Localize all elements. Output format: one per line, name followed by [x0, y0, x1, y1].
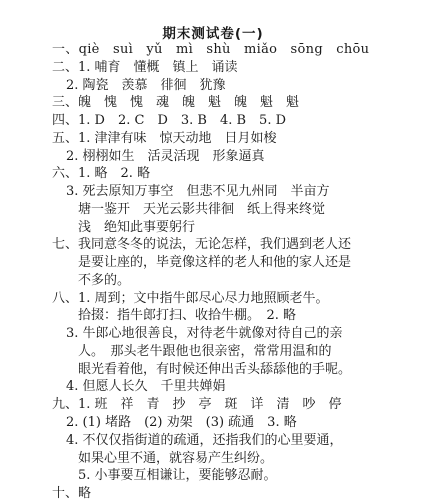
answer-section-1-pinyin: 一、qiè suì yǔ mì shù miǎo sōng chōu	[52, 42, 370, 57]
answer-section-8-line-2: 拾掇：指牛郎打扫、收拾牛棚。 2. 略	[78, 308, 297, 324]
answer-section-7-line-1: 七、我同意冬冬的说法，无论怎样，我们遇到老人还	[52, 237, 352, 253]
answer-section-8-line-6: 4. 但愿人长久 千里共婵娟	[66, 379, 226, 395]
answer-section-8-line-1: 八、1. 周到；文中指牛郎尽心尽力地照顾老牛。	[52, 290, 329, 306]
answer-section-2-line-2: 2. 陶瓷 羡慕 徘徊 犹豫	[66, 77, 226, 93]
answer-section-9-line-1: 九、1. 班 祥 青 抄 亭 斑 详 清 吵 停	[52, 397, 342, 413]
answer-section-7-line-3: 不多的。	[78, 272, 131, 288]
answer-section-2-line-1: 二、1. 哺育 懂概 镇上 诵读	[52, 59, 238, 75]
answer-section-10: 十、略	[52, 486, 92, 501]
answer-section-5-line-1: 五、1. 津津有味 惊天动地 日月如梭	[52, 130, 277, 146]
answer-section-3: 三、魄 愧 愧 魂 魄 魁 魄 魁 魁	[52, 95, 300, 111]
answer-section-5-line-2: 2. 栩栩如生 活灵活现 形象逼真	[66, 148, 265, 164]
answer-section-8-line-4: 人。 那头老牛跟他也很亲密，常常用温和的	[78, 343, 332, 359]
answer-section-6-line-1: 六、1. 略 2. 略	[52, 166, 151, 182]
answer-section-6-line-2: 3. 死去原知万事空 但悲不见九州同 半亩方	[66, 184, 330, 200]
answer-section-9-line-5: 5. 小事要互相谦让，要能够忍耐。	[78, 468, 277, 484]
answer-section-8-line-5: 眼光看着他，有时候还伸出舌头舔舔他的手呢。	[78, 361, 352, 377]
answer-section-6-line-3: 塘一鉴开 天光云影共徘徊 纸上得来终觉	[78, 201, 326, 217]
answer-section-6-line-4: 浅 绝知此事要躬行	[78, 219, 196, 235]
answer-section-8-line-3: 3. 牛郎心地很善良，对待老牛就像对待自己的亲	[66, 326, 343, 342]
answer-section-7-line-2: 是要让座的，毕竟像这样的老人和他的家人还是	[78, 255, 352, 271]
answer-section-4: 四、1. D 2. C D 3. B 4. B 5. D	[52, 113, 287, 128]
answer-section-9-line-2: 2. (1) 堵路 (2) 劝架 (3) 疏通 3. 略	[66, 415, 297, 430]
answer-section-9-line-4: 如果心里不通，就容易产生纠纷。	[78, 450, 274, 466]
page-title: 期末测试卷(一)	[162, 26, 264, 42]
answer-section-9-line-3: 4. 不仅仅指街道的疏通，还指我们的心里要通，	[66, 432, 343, 448]
